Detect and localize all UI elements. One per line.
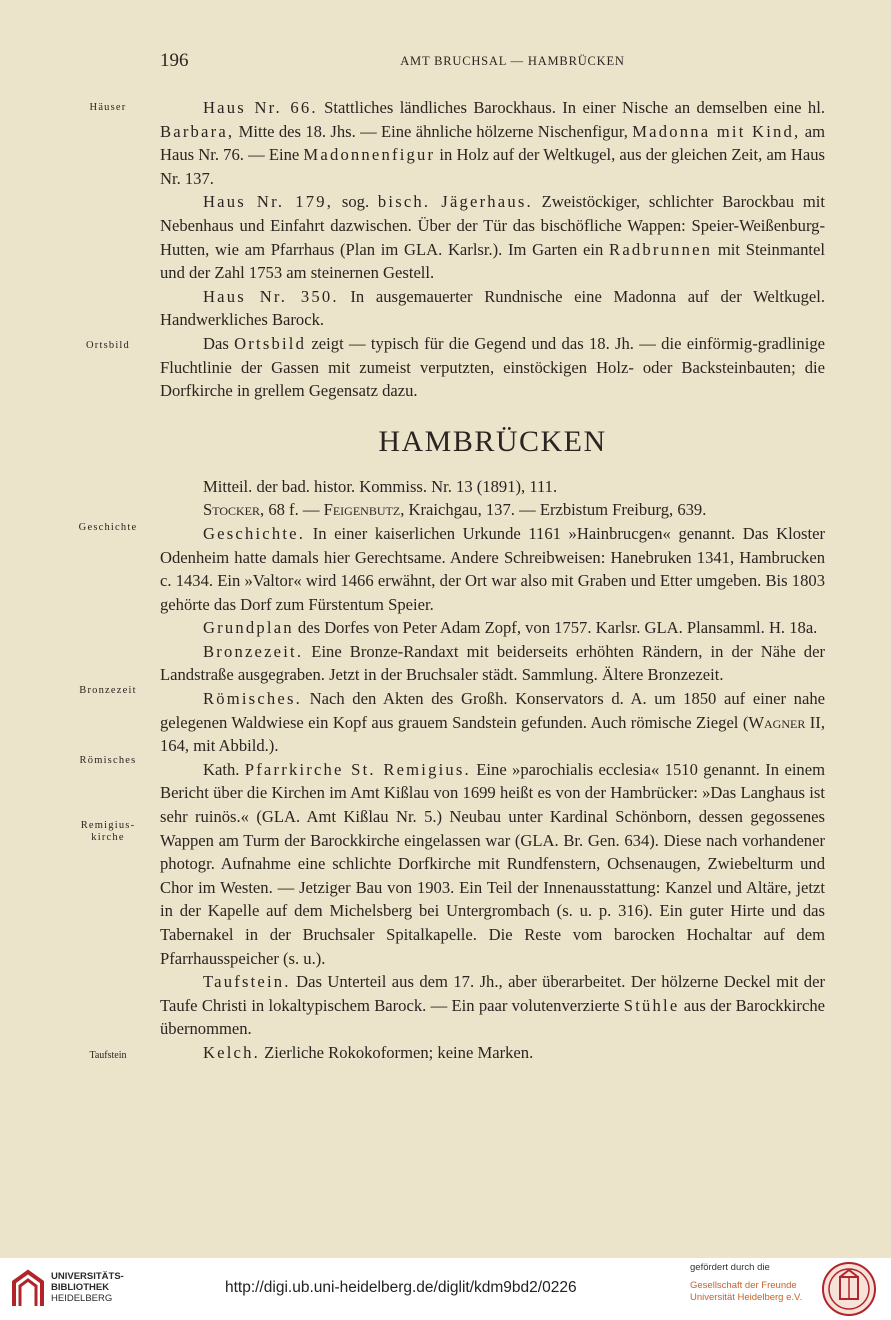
emphasis: Radbrunnen xyxy=(609,239,713,259)
sponsor-name-line2: Universität Heidelberg e.V. xyxy=(690,1292,803,1303)
ub-heidelberg-logo-icon[interactable] xyxy=(10,1268,46,1308)
library-name-line2: BIBLIOTHEK xyxy=(51,1282,110,1293)
text-run: , 68 f. — xyxy=(260,500,324,520)
margin-note-roemisches: Römisches xyxy=(79,755,137,766)
sponsor-label: gefördert durch die xyxy=(690,1262,770,1273)
text-run: II, 164, mit Abbild.). xyxy=(160,712,825,756)
library-name-line1: UNIVERSITÄTS- xyxy=(51,1271,124,1282)
text-run: Das Unterteil aus dem 17. Jh., aber überarbeitet. Der hölzerne Deckel mit der Taufe Christi in lokaltypischem Barock. — Ein paar volutenverzierte xyxy=(160,972,825,1015)
text-run: Mitte des 18. Jhs. — Eine ähnliche hölzerne Nischenfigur, xyxy=(234,121,633,141)
margin-note-remigiuskirche xyxy=(62,820,154,844)
paragraph-geschichte xyxy=(160,522,825,616)
margin-note-taufstein: Taufstein xyxy=(89,1050,127,1061)
body-text xyxy=(160,96,825,1065)
reference-line-2 xyxy=(160,498,825,522)
author-name: Stocker xyxy=(203,500,261,520)
emphasis: Barbara, xyxy=(160,121,235,141)
text-run: , Kraichgau, 137. — Erzbistum Freiburg, 639. xyxy=(400,500,707,520)
page-number: 196 xyxy=(160,50,189,71)
author-name: Feigenbutz xyxy=(323,500,401,520)
text-run: mit Steinmantel und der Zahl 1753 am steinernen Gestell. xyxy=(160,239,825,283)
text-run: in Holz auf der Weltkugel, aus der gleichen Zeit, am Haus Nr. 137. xyxy=(160,145,825,188)
text-run: zeigt — typisch für die Gegend und das 18. Jh. — die einförmig-gradlinige Fluchtlinie der Gassen mit zumeist verputzten, einstöckigen Holz- oder Backsteinbauten; die Dorfkirche in grellem Gegensatz dazu. xyxy=(160,333,825,401)
paragraph-haus-350 xyxy=(160,285,825,332)
run-in-heading: Bronzezeit. xyxy=(203,641,304,661)
text-run: aus der Barockkirche übernommen. xyxy=(160,995,825,1039)
text-run: am Haus Nr. 76. — Eine xyxy=(160,121,825,165)
text-run: In ausgemauerter Rundnische eine Madonna auf der Weltkugel. Handwerkliches Barock. xyxy=(160,286,826,330)
sponsor-block xyxy=(690,1262,810,1304)
author-name: Wagner xyxy=(748,712,806,732)
emphasis: Madonnenfigur xyxy=(303,145,436,165)
paragraph-haus-66 xyxy=(160,96,825,190)
page-header xyxy=(160,50,825,76)
text-run: In einer kaiserlichen Urkunde 1161 »Hainbrucgen« genannt. Das Kloster Odenheim hatte damals hier Gerechtsame. Andere Schreibweisen: Hanebruken 1341, Hambrucken c. 1434. Ein »Valtor« wird 1466 erwähnt, der Ort war also mit Graben und Etter umgeben. Bis 1803 gehörte das Dorf zum Fürstentum Speier. xyxy=(160,523,825,614)
text-run: Zierliche Rokokoformen; keine Marken. xyxy=(259,1042,534,1062)
text-run: Eine »parochialis ecclesia« 1510 genannt. In einem Bericht über die Kirchen im Amt Kißlau von 1699 heißt es von der Hambrücker: »Das Langhaus ist sehr ruinös.« (GLA. Amt Kißlau Nr. 5.) Neubau unter Kardinal Schönborn, dessen gegossenes Wappen am Turm der Barockkirche eingelassen war (GLA. Br. Gen. 634). Diese nach vorhandener photogr. Aufnahme eine schlichte Dorfkirche mit Rundfenstern, Ochsenaugen, Zwiebelturm und Chor im Westen. — Jetziger Bau von 1903. Ein Teil der Innenausstattung: Kanzel und Altäre, jetzt in der Kapelle auf dem Michelsberg bei Untergrombach (s. u. p. 316). Ein guter Hirte und das Tabernakel in der Bruchsaler Spitalkapelle. Die Reste vom barocken Hochaltar auf dem Pfarrhausspeicher (s. u.). xyxy=(160,759,826,968)
run-in-heading: Römisches. xyxy=(203,689,302,709)
margin-notes xyxy=(0,0,160,1258)
run-in-heading: Pfarrkirche St. Remigius. xyxy=(244,759,471,779)
emphasis: bisch. Jägerhaus. xyxy=(377,192,533,212)
running-title: AMT BRUCHSAL — HAMBRÜCKEN xyxy=(400,54,625,68)
run-in-heading: Taufstein. xyxy=(203,972,291,992)
run-in-heading: Geschichte. xyxy=(203,523,306,543)
paragraph-grundplan xyxy=(160,616,825,640)
run-in-heading: Kelch. xyxy=(203,1042,260,1062)
paragraph-roemisches xyxy=(160,687,825,758)
margin-note-ortsbild: Ortsbild xyxy=(85,340,131,351)
margin-note-geschichte: Geschichte xyxy=(78,522,138,533)
university-seal-icon[interactable] xyxy=(820,1261,878,1317)
reference-line-1: Mitteil. der bad. histor. Kommiss. Nr. 13 (1891), 111. xyxy=(203,476,558,496)
paragraph-pfarrkirche xyxy=(160,758,825,970)
text-run: Zweistöckiger, schlichter Barockbau mit Nebenhaus und Einfahrt dazwischen. Über der Tür das bischöfliche Wappen: Speier-Weißenburg-Hutten, wie am Pfarrhaus (Plan im GLA. Karlsr.). Im Garten ein xyxy=(160,192,825,259)
sponsor-name-line1: Gesellschaft der Freunde xyxy=(690,1280,797,1291)
paragraph-kelch xyxy=(160,1041,825,1065)
paragraph-taufstein xyxy=(160,970,825,1041)
run-in-heading: Haus Nr. 179, xyxy=(203,192,334,212)
permalink-url[interactable]: http://digi.ub.uni-heidelberg.de/diglit/kdm9bd2/0226 xyxy=(225,1279,577,1296)
margin-note-remigius-line1: Remigius- xyxy=(80,820,136,831)
paragraph-haus-179 xyxy=(160,190,825,284)
emphasis: Stühle xyxy=(623,995,680,1015)
margin-note-bronzezeit: Bronzezeit xyxy=(79,685,137,696)
footer-bar xyxy=(0,1258,891,1320)
margin-note-remigius-line2: kirche xyxy=(91,832,125,843)
run-in-heading: Haus Nr. 350. xyxy=(203,286,339,306)
library-name-line3: HEIDELBERG xyxy=(51,1293,113,1304)
margin-note-haeuser: Häuser xyxy=(89,102,127,113)
text-run: Das xyxy=(203,333,235,353)
paragraph-bronzezeit xyxy=(160,640,825,687)
emphasis: Madonna mit Kind, xyxy=(632,121,801,141)
library-name xyxy=(51,1271,124,1304)
text-run: Kath. xyxy=(203,759,245,779)
run-in-heading: Grundplan xyxy=(203,618,294,638)
run-in-heading: Haus Nr. 66. xyxy=(203,98,318,117)
text-run: des Dorfes von Peter Adam Zopf, von 1757. Karlsr. GLA. Plansamml. H. 18a. xyxy=(293,618,818,638)
run-in-heading: Ortsbild xyxy=(234,333,307,353)
text-run: Eine Bronze-Randaxt mit beiderseits erhöhten Rändern, in der Nähe der Landstraße ausgegraben. Jetzt in der Bruchsaler städt. Sammlung. Ältere Bronzezeit. xyxy=(160,641,825,685)
text-run: sog. xyxy=(333,192,378,212)
section-title: HAMBRÜCKEN xyxy=(378,424,607,458)
text-run: Nach den Akten des Großh. Konservators d. A. um 1850 auf einer nahe gelegenen Waldwiese ein Kopf aus grauem Sandstein gefunden. Auch römische Ziegel ( xyxy=(160,689,825,732)
text-run: Stattliches ländliches Barockhaus. In einer Nische an demselben eine hl. xyxy=(317,98,825,117)
paragraph-ortsbild xyxy=(160,332,825,403)
